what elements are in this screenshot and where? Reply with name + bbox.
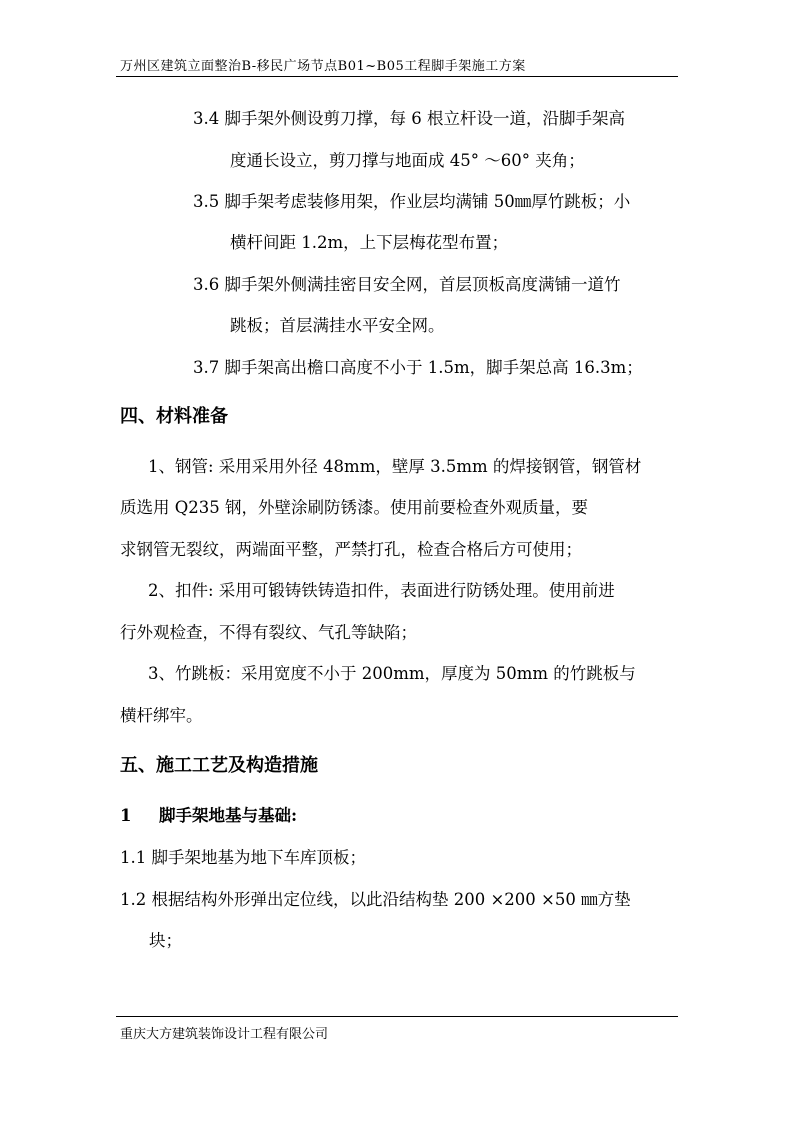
item-3-5-line-2: 横杆间距 1.2m，上下层梅花型布置； (230, 233, 509, 252)
item-1-1-line-1: 1.1 脚手架地基为地下车库顶板； (120, 848, 366, 867)
material-1-line-2: 质选用 Q235 钢，外壁涂刷防锈漆。使用前要检查外观质量，要 (120, 498, 589, 517)
footer-divider (116, 1016, 678, 1017)
material-2-line-2: 行外观检查，不得有裂纹、气孔等缺陷； (120, 623, 417, 642)
item-3-4-line-1: 3.4 脚手架外侧设剪刀撑，每 6 根立杆设一道，沿脚手架高 (193, 109, 625, 128)
material-1-line-1: 1、钢管: 采用采用外径 48mm，壁厚 3.5mm 的焊接钢管，钢管材 (148, 457, 642, 476)
material-3-line-2: 横杆绑牢。 (120, 706, 203, 725)
page-footer-company: 重庆大方建筑装饰设计工程有限公司 (120, 1027, 329, 1042)
header-divider (116, 76, 678, 77)
section-4-heading: 四、材料准备 (120, 406, 228, 427)
material-2-line-1: 2、扣件: 采用可锻铸铁铸造扣件，表面进行防锈处理。使用前进 (148, 581, 615, 600)
item-3-5-line-1: 3.5 脚手架考虑装修用架，作业层均满铺 50㎜厚竹跳板；小 (193, 192, 631, 211)
subsection-1-title: 脚手架地基与基础: (159, 806, 298, 825)
section-5-heading: 五、施工工艺及构造措施 (120, 755, 318, 776)
item-3-6-line-2: 跳板；首层满挂水平安全网。 (230, 316, 445, 335)
page-header-title: 万州区建筑立面整治B-移民广场节点B01~B05工程脚手架施工方案 (120, 59, 526, 74)
subsection-1-number: 1 (120, 806, 132, 825)
item-1-2-line-1: 1.2 根据结构外形弹出定位线，以此沿结构垫 200 ×200 ×50 ㎜方垫 (120, 890, 631, 909)
item-3-7-line-1: 3.7 脚手架高出檐口高度不小于 1.5m，脚手架总高 16.3m； (193, 358, 643, 377)
item-1-2-line-2: 块； (149, 931, 182, 950)
item-3-6-line-1: 3.6 脚手架外侧满挂密目安全网，首层顶板高度满铺一道竹 (193, 275, 621, 294)
item-3-4-line-2: 度通长设立，剪刀撑与地面成 45° ～60° 夹角； (230, 151, 585, 170)
material-1-line-3: 求钢管无裂纹，两端面平整，严禁打孔，检查合格后方可使用； (120, 540, 582, 559)
material-3-line-1: 3、竹跳板：采用宽度不小于 200mm，厚度为 50mm 的竹跳板与 (148, 664, 636, 683)
